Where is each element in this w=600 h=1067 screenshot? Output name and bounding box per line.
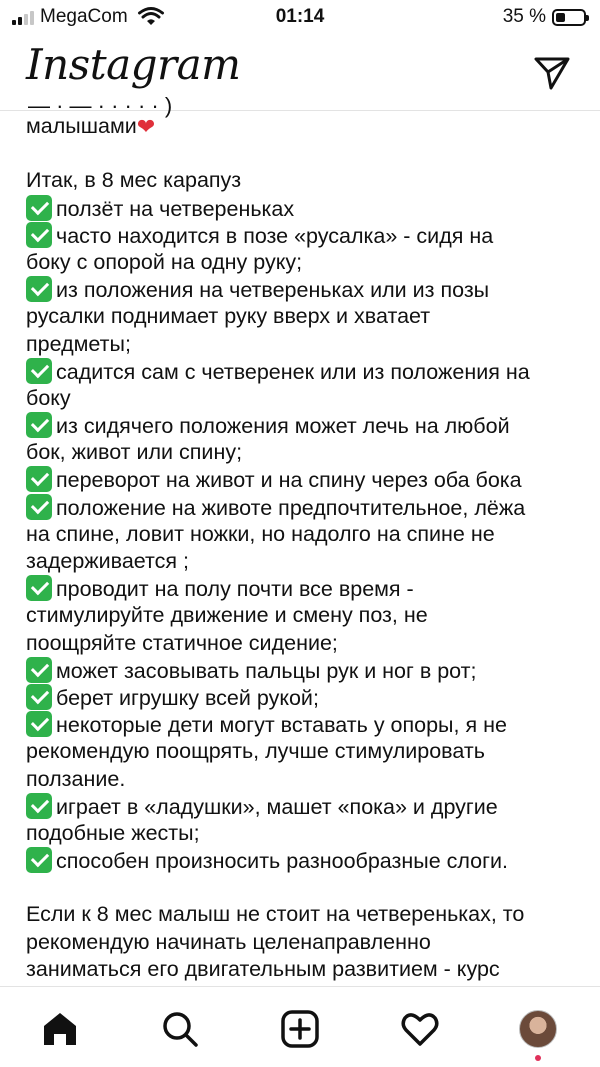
status-bar: [0, 0, 600, 34]
caption-line-text: малышами: [26, 114, 137, 138]
caption-line-text: из положения на четвереньках или из позы: [56, 278, 490, 303]
caption-line: [26, 439, 578, 466]
check-mark-icon: [26, 276, 52, 302]
caption-line: [26, 276, 578, 303]
check-mark-icon: [26, 222, 52, 248]
caption-line: [26, 766, 578, 793]
check-mark-icon: [26, 195, 52, 221]
new-post-icon: [280, 1009, 320, 1049]
caption-line-text: стимулируйте движение и смену поз, не: [26, 603, 428, 628]
caption-line: [26, 548, 578, 575]
caption-line: [26, 602, 578, 629]
caption-line: [26, 113, 578, 140]
caption-line-text: Итак, в 8 мес карапуз: [26, 168, 242, 193]
caption-line-text: играет в «ладушки», машет «пока» и другие: [56, 794, 498, 819]
caption-line-text: подобные жесты;: [26, 820, 200, 845]
caption-line-text: переворот на живот и на спину через оба бока: [56, 468, 522, 493]
caption-line: [26, 521, 578, 548]
caption-line: [26, 793, 578, 820]
caption-line: [26, 901, 578, 928]
caption-line: [26, 494, 578, 521]
home-icon: [40, 1009, 80, 1049]
search-icon: [160, 1009, 200, 1049]
blank-line: [26, 874, 578, 901]
caption-line: [26, 222, 578, 249]
post-caption: [0, 93, 600, 985]
check-mark-icon: [26, 466, 52, 492]
check-mark-icon: [26, 657, 52, 683]
caption-line: [26, 738, 578, 765]
check-mark-icon: [26, 575, 52, 601]
caption-line-text: некоторые дети могут вставать у опоры, я не: [56, 713, 507, 738]
check-mark-icon: [26, 793, 52, 819]
search-tab[interactable]: [158, 1007, 202, 1051]
caption-line-text: рекомендую поощрять, лучше стимулировать: [26, 739, 485, 764]
battery-fill: [556, 13, 565, 22]
caption-line: [26, 249, 578, 276]
caption-line-text: берет игрушку всей рукой;: [56, 685, 319, 710]
check-mark-icon: [26, 358, 52, 384]
caption-line: [26, 630, 578, 657]
caption-line-text: боку: [26, 385, 71, 410]
caption-line-text: положение на животе предпочтительное, лёжа: [56, 495, 526, 520]
check-mark-icon: [26, 684, 52, 710]
caption-line-text: заниматься его двигательным развитием - курс: [26, 956, 500, 981]
home-tab[interactable]: [38, 1007, 82, 1051]
caption-line-text: на спине, ловит ножки, но надолго на спине не: [26, 521, 495, 546]
caption-line: [26, 711, 578, 738]
profile-tab[interactable]: [516, 1007, 560, 1051]
status-time: 01:14: [275, 6, 325, 27]
caption-line: [26, 466, 578, 493]
caption-line: [26, 385, 578, 412]
caption-line-text: поощряйте статичное сидение;: [26, 630, 338, 655]
notification-dot: [535, 1055, 541, 1061]
caption-line-text: боку с опорой на одну руку;: [26, 249, 303, 274]
caption-line-text: задерживается ;: [26, 549, 189, 573]
profile-avatar: [519, 1010, 557, 1048]
caption-line: [26, 657, 578, 684]
caption-line-text: проводит на полу почти все время -: [56, 577, 414, 602]
check-mark-icon: [26, 711, 52, 737]
caption-line: [26, 956, 578, 983]
blank-line: [26, 140, 578, 167]
caption-line-text: Если к 8 мес малыш не стоит на четвереньках, то: [26, 902, 525, 927]
caption-line: [26, 684, 578, 711]
caption-line-text: предметы;: [26, 331, 131, 356]
caption-line-text: из сидячего положения может лечь на любой: [56, 414, 510, 439]
caption-line-text: ползёт на четвереньках: [56, 196, 295, 221]
caption-line-text: садится сам с четверенек или из положения на: [56, 359, 530, 384]
caption-text: [26, 113, 578, 983]
caption-line: [26, 575, 578, 602]
caption-line-text: рекомендую начинать целенаправленно: [26, 929, 431, 954]
direct-message-icon[interactable]: [532, 52, 572, 92]
caption-line: [26, 412, 578, 439]
caption-line-text: может засовывать пальцы рук и ног в рот;: [56, 658, 477, 683]
caption-line: [26, 929, 578, 956]
cut-off-line: — · — · · · · · ): [28, 93, 173, 118]
instagram-logo[interactable]: Instagram: [26, 40, 241, 89]
activity-tab[interactable]: [398, 1007, 442, 1051]
caption-line-text: часто находится в позе «русалка» - сидя на: [56, 223, 494, 248]
check-mark-icon: [26, 847, 52, 873]
caption-line: [26, 195, 578, 222]
check-mark-icon: [26, 494, 52, 520]
battery-percent: 35 %: [502, 6, 546, 27]
carrier-name: MegaCom: [40, 6, 128, 27]
caption-line: [26, 847, 578, 874]
battery-icon: [552, 9, 586, 26]
bottom-nav: [0, 986, 600, 1067]
caption-line-text: русалки поднимает руку вверх и хватает: [26, 304, 431, 329]
caption-line: [26, 331, 578, 358]
check-mark-icon: [26, 412, 52, 438]
caption-line-text: бок, живот или спину;: [26, 440, 243, 465]
caption-line: [26, 167, 578, 194]
heart-icon: ❤: [136, 114, 156, 139]
new-post-tab[interactable]: [278, 1007, 322, 1051]
caption-line: [26, 303, 578, 330]
status-right: [503, 6, 586, 28]
caption-line-text: способен произносить разнообразные слоги.: [56, 849, 508, 874]
caption-line-text: ползание.: [26, 766, 126, 791]
activity-heart-icon: [400, 1009, 440, 1049]
caption-line: [26, 820, 578, 847]
caption-line: [26, 358, 578, 385]
